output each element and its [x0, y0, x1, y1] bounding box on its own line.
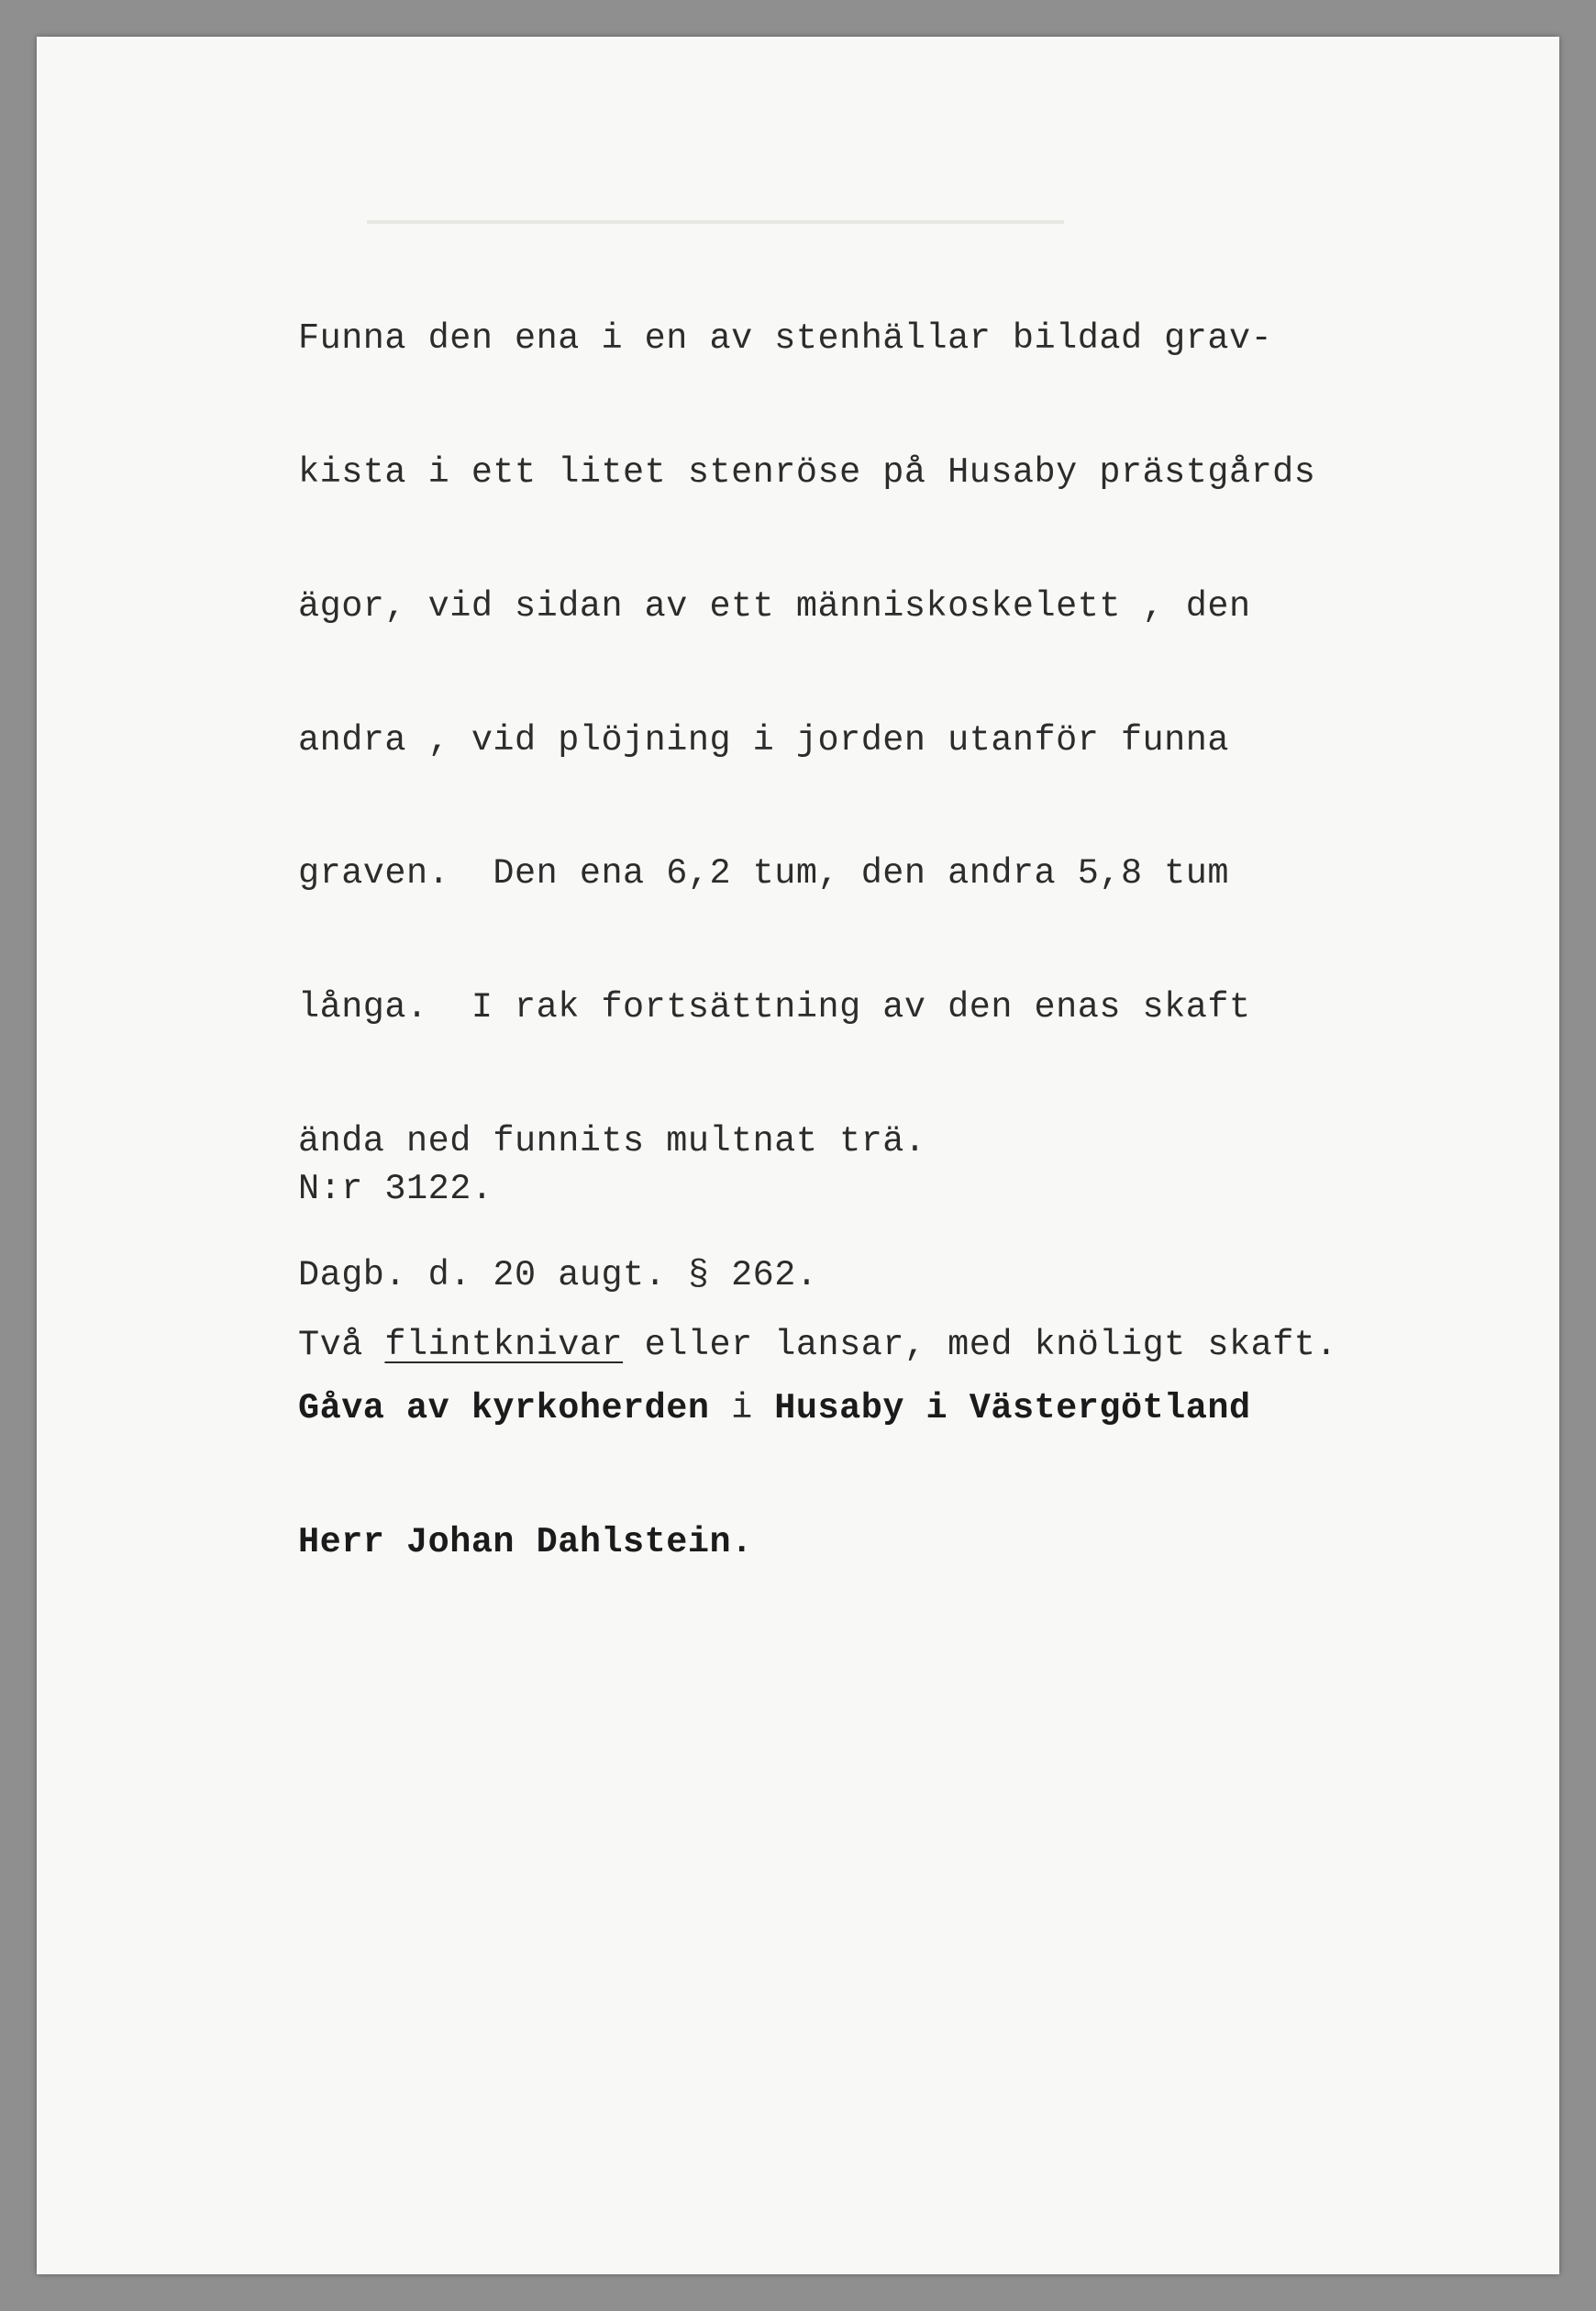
description-line-6: långa. I rak fortsättning av den enas skaft — [298, 987, 1251, 1028]
catalog-entry — [298, 1079, 1337, 1411]
object-title-prefix: Två — [298, 1325, 385, 1365]
description-line-5: graven. Den ena 6,2 tum, den andra 5,8 tum — [298, 853, 1229, 894]
object-title — [298, 1323, 1337, 1367]
diary-reference: Dagb. d. 20 augt. § 262. — [298, 1254, 818, 1295]
description-line-7: ända ned funnits multnat trä. — [298, 1120, 926, 1161]
description-line-2: kista i ett litet stenröse på Husaby prästgårds — [298, 451, 1316, 493]
description-line-3: ägor, vid sidan av ett människoskelett , den — [298, 585, 1251, 627]
description-line-4: andra , vid plöjning i jorden utanför funna — [298, 719, 1229, 761]
object-title-suffix: eller lansar, med knöligt skaft. — [623, 1325, 1338, 1365]
donor-connector: i — [709, 1388, 775, 1429]
bleed-through-mark — [367, 220, 1064, 224]
object-title-keyword: flintknivar — [384, 1325, 624, 1365]
description-line-1: Funna den ena i en av stenhällar bildad grav- — [298, 318, 1273, 360]
catalog-number: N:r 3122. — [298, 1169, 493, 1209]
donor-gift-text: Gåva av kyrkoherden — [298, 1388, 710, 1429]
donor-place: Husaby i Västergötland — [774, 1388, 1251, 1429]
donor-line-2: Herr Johan Dahlstein. — [298, 1522, 753, 1563]
